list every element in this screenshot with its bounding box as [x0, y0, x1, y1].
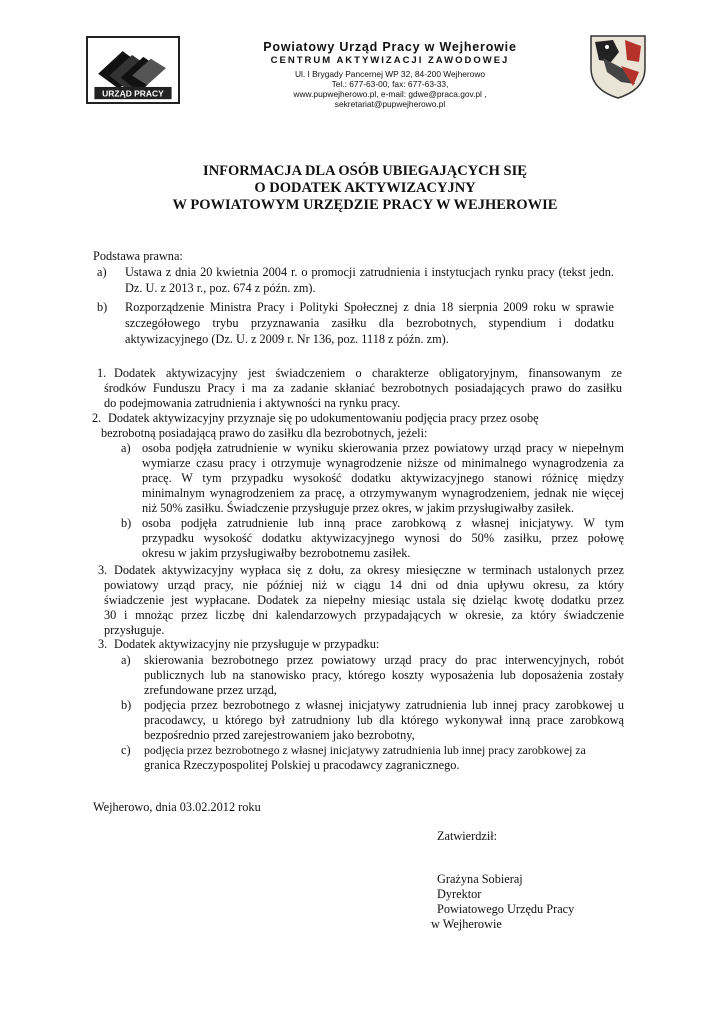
org-name: Powiatowy Urząd Pracy w Wejherowie	[263, 40, 517, 54]
point-3-line: świadczenie jest wypłacane. Dodatek za niepełny miesiąc ustala się dzieląc kwotę dodatku przez	[104, 593, 624, 607]
point-4a-line: skierowania bezrobotnego przez powiatowy urząd pracy do prac interwencyjnych, robót	[144, 653, 624, 667]
point-1-line: środków Funduszu Pracy i ma za zadanie skłaniać bezrobotnych posiadających prawo do zasiłku	[104, 381, 622, 395]
wejherowo-coat-of-arms	[585, 32, 651, 100]
point-4b-line: bezpośrednio przed zarejestrowaniem jako bezrobotny,	[144, 728, 415, 742]
point-4b-marker: b)	[121, 698, 132, 712]
point-2-line: Dodatek aktywizacyjny przyznaje się po udokumentowaniu podjęcia pracy przez osobę	[108, 411, 539, 425]
point-1-line: Dodatek aktywizacyjny jest świadczeniem o charakterze obligatoryjnym, finansowanym ze	[114, 366, 622, 380]
point-4a-line: zrefundowane przez urząd,	[144, 683, 277, 697]
point-2-marker: 2.	[92, 411, 102, 425]
point-4-line: Dodatek aktywizacyjny nie przysługuje w przypadku:	[114, 637, 380, 651]
legal-b-line: Rozporządzenie Ministra Pracy i Polityki Społecznej z dnia 18 sierpnia 2009 roku w sprawie	[125, 300, 614, 314]
signatory-city: w Wejherowie	[431, 917, 502, 931]
legal-a-marker: a)	[97, 265, 107, 279]
title-line-1: INFORMACJA DLA OSÓB UBIEGAJĄCYCH SIĘ	[203, 163, 527, 179]
point-4c-line: granica Rzeczypospolitej Polskiej u pracodawcy zagranicznego.	[144, 758, 460, 772]
urzad-pracy-logo	[86, 36, 180, 104]
point-2-line: bezrobotną posiadającą prawo do zasiłku dla bezrobotnych, jeżeli:	[101, 426, 428, 440]
point-2b-marker: b)	[121, 516, 132, 530]
point-2a-line: pracę. W tym przypadku wysokość dodatku aktywizacyjnego stanowi różnicę między	[142, 471, 624, 485]
logo-graphic	[88, 38, 178, 102]
point-1-marker: 1.	[97, 366, 107, 380]
point-2a-line: niż 50% zasiłku. Świadczenie przysługuje przez okres, w jakim przysługiwałby zasiłek.	[142, 501, 574, 515]
point-3-marker: 3.	[98, 563, 108, 577]
point-3-line: Dodatek aktywizacyjny wypłaca się z dołu, za okresy miesięczne w terminach ustalonych przez	[114, 563, 624, 577]
point-2b-line: przypadku wysokość dodatku aktywizacyjnego wynosi do 50% zasiłku, przez połowę	[142, 531, 624, 545]
point-3-line: 30 i mnożąc przez liczbę dni kalendarzowych przypadających w okresie, za który świadczenie	[104, 608, 624, 622]
signatory-role: Dyrektor	[437, 887, 482, 901]
web-line: www.pupwejherowo.pl, e-mail: gdwe@praca.gov.pl ,	[293, 89, 487, 99]
point-1-line: do podejmowania zatrudnienia i aktywności na rynku pracy.	[104, 396, 401, 410]
point-2b-line: okresu w jakim przysługiwałby bezrobotnemu zasiłek.	[142, 546, 411, 560]
email-line: sekretariat@pupwejherowo.pl	[334, 99, 446, 109]
logo-text: URZĄD PRACY	[102, 88, 164, 99]
point-2a-line: osoba podjęła zatrudnienie w wyniku skierowania przez powiatowy urząd pracy w niepełnym	[142, 441, 624, 455]
phone-line: Tel.: 677-63-00, fax: 677-63-33,	[331, 79, 449, 89]
point-3-line: przysługuje.	[104, 623, 165, 637]
point-4-marker: 3.	[98, 637, 108, 651]
point-3-line: powiatowy urząd pracy, nie później niż w ciągu 14 dni od dnia upływu okresu, za który	[104, 578, 624, 592]
legal-a-line: Ustawa z dnia 20 kwietnia 2004 r. o promocji zatrudnienia i instytucjach rynku pracy (tekst jedn.	[125, 265, 614, 279]
title-line-2: O DODATEK AKTYWIZACYJNY	[254, 180, 476, 196]
legal-b-line: szczegółowego trybu przyznawania zasiłku dla bezrobotnych, stypendium i dodatku	[125, 316, 614, 330]
legal-a-line: Dz. U. z 2013 r., poz. 674 z późn. zm).	[125, 281, 316, 295]
point-4a-line: publicznych lub na stanowisko pracy, którego koszty wyposażenia lub doposażenia zostały	[144, 668, 624, 682]
approved-label: Zatwierdził:	[437, 829, 498, 843]
point-4a-marker: a)	[121, 653, 131, 667]
point-2a-marker: a)	[121, 441, 131, 455]
signatory-office: Powiatowego Urzędu Pracy	[437, 902, 575, 916]
center-name: CENTRUM AKTYWIZACJI ZAWODOWEJ	[270, 55, 510, 66]
point-2a-line: minimalnym wynagrodzeniem za pracę, a otrzymywanym wynagrodzeniem, jednak nie więcej	[142, 486, 624, 500]
legal-b-line: aktywizacyjnego (Dz. U. z 2009 r. Nr 136, poz. 1118 z późn. zm).	[125, 332, 449, 346]
date-line: Wejherowo, dnia 03.02.2012 roku	[93, 800, 261, 814]
legal-basis-heading: Podstawa prawna:	[93, 249, 183, 263]
point-2a-line: wymiarze czasu pracy i otrzymuje wynagrodzenie niższe od minimalnego wynagrodzenia za	[142, 456, 624, 470]
legal-b-marker: b)	[97, 300, 108, 314]
signatory-name: Grażyna Sobieraj	[437, 872, 523, 886]
title-line-3: W POWIATOWYM URZĘDZIE PRACY W WEJHEROWIE	[172, 197, 558, 213]
point-4c-line: podjęcia przez bezrobotnego z własnej inicjatywy zatrudnienia lub innej pracy zarobkowej za	[144, 743, 586, 757]
coat-of-arms-graphic	[585, 32, 651, 100]
address-line: Ul. I Brygady Pancernej WP 32, 84-200 Wejherowo	[294, 69, 486, 79]
point-4b-line: podjęcia przez bezrobotnego z własnej inicjatywy zatrudnienia lub innej pracy zarobkowej u	[144, 698, 624, 712]
point-4c-marker: c)	[121, 743, 131, 757]
point-2b-line: osoba podjęła zatrudnienie lub inną prace zarobkową z własnej inicjatywy. W tym	[142, 516, 624, 530]
point-4b-line: pracodawcy, u którego był zatrudniony lub dla którego wykonywał inną prace zarobkową	[144, 713, 624, 727]
